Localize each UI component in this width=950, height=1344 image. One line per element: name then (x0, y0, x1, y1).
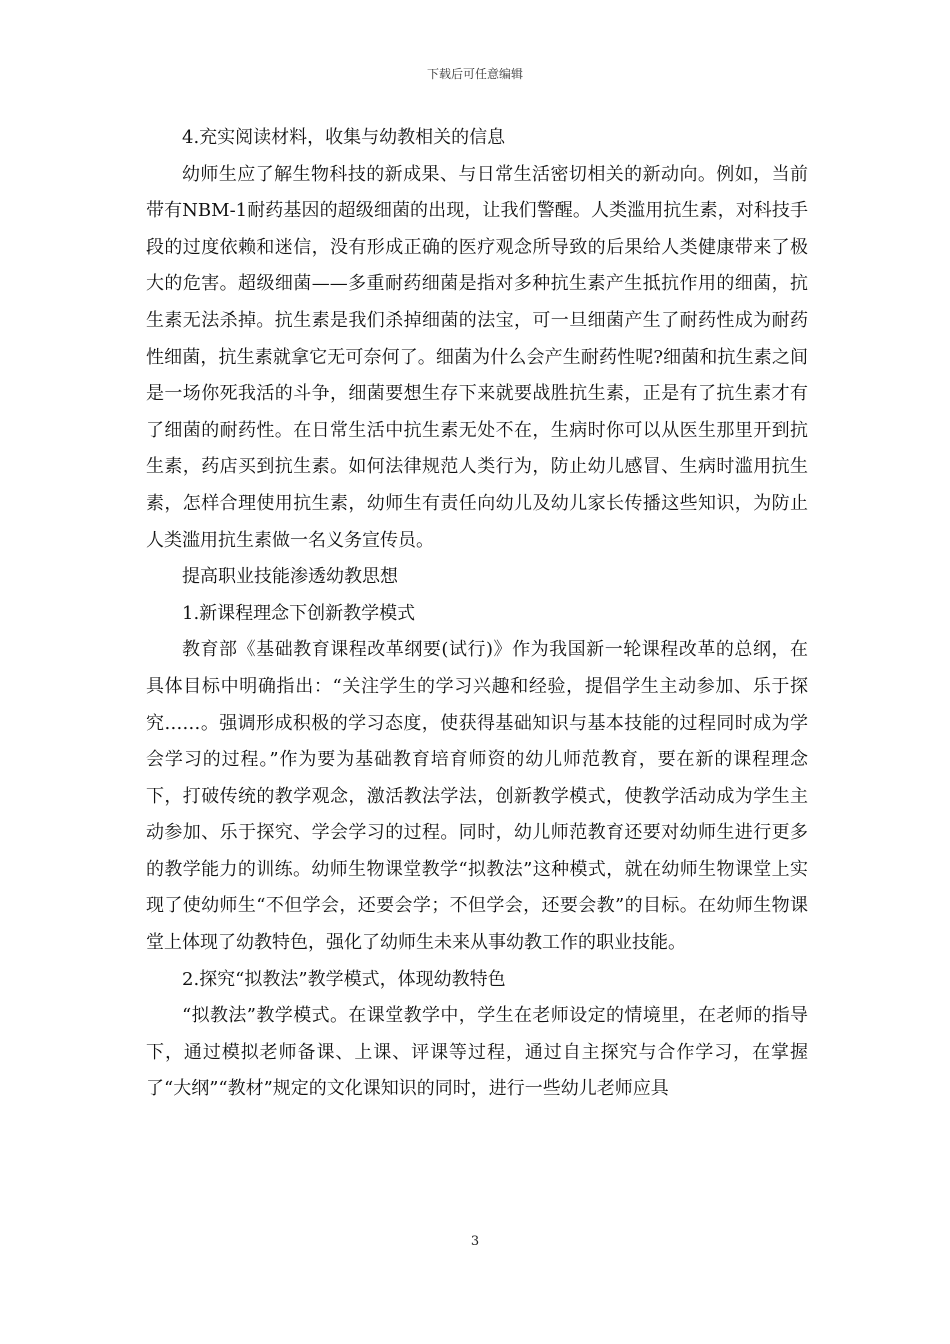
document-body (146, 120, 808, 1108)
section-heading-simulated-teaching: 2.探究“拟教法”教学模式，体现幼教特色 (182, 968, 506, 990)
page-header: 下载后可任意编辑 (426, 67, 523, 81)
paragraph-superbug: 幼师生应了解生物科技的新成果、与日常生活密切相关的新动向。例如，当前带有NBM-1耐药基因的超级细菌的出现，让我们警醒。人类滥用抗生素，对科技手段的过度依赖和迷信，没有形成正确的医疗观念所导致的后果给人类健康带来了极大的危害。超级细菌——多重耐药细菌是指对多种抗生素产生抵抗作用的细菌，抗生素无法杀掉。抗生素是我们杀掉细菌的法宝，可一旦细菌产生了耐药性成为耐药性细菌，抗生素就拿它无可奈何了。细菌为什么会产生耐药性呢?细菌和抗生素之间是一场你死我活的斗争，细菌要想生存下来就要战胜抗生素，正是有了抗生素才有了细菌的耐药性。在日常生活中抗生素无处不在，生病时你可以从医生那里开到抗生素，药店买到抗生素。如何法律规范人类行为，防止幼儿感冒、生病时滥用抗生素，怎样合理使用抗生素，幼师生有责任向幼儿及幼儿家长传播这些知识，为防止人类滥用抗生素做一名义务宣传员。 (146, 163, 808, 551)
section-heading-new-curriculum: 1.新课程理念下创新教学模式 (182, 602, 416, 624)
paragraph-curriculum-reform: 教育部《基础教育课程改革纲要(试行)》作为我国新一轮课程改革的总纲，在具体目标中明确指出：“关注学生的学习兴趣和经验，提倡学生主动参加、乐于探究……。强调形成积极的学习态度，使获得基础知识与基本技能的过程同时成为学会学习的过程。”作为要为基础教育培育师资的幼儿师范教育，要在新的课程理念下，打破传统的教学观念，激活教法学法，创新教学模式，使教学活动成为学生主动参加、乐于探究、学会学习的过程。同时，幼儿师范教育还要对幼师生进行更多的教学能力的训练。幼师生物课堂教学“拟教法”这种模式，就在幼师生物课堂上实现了使幼师生“不但学会，还要会学；不但学会，还要会教”的目标。在幼师生物课堂上体现了幼教特色，强化了幼师生未来从事幼教工作的职业技能。 (146, 639, 808, 954)
section-heading-professional-skills: 提高职业技能渗透幼教思想 (182, 566, 398, 588)
paragraph-simulated-teaching: “拟教法”教学模式。在课堂教学中，学生在老师设定的情境里，在老师的指导下，通过模拟老师备课、上课、评课等过程，通过自主探究与合作学习，在掌握了“大纲”“教材”规定的文化课知识的同时，进行一些幼儿老师应具 (146, 1005, 808, 1100)
page-number: 3 (470, 1234, 480, 1249)
section-heading-reading-materials: 4.充实阅读材料，收集与幼教相关的信息 (182, 127, 506, 148)
